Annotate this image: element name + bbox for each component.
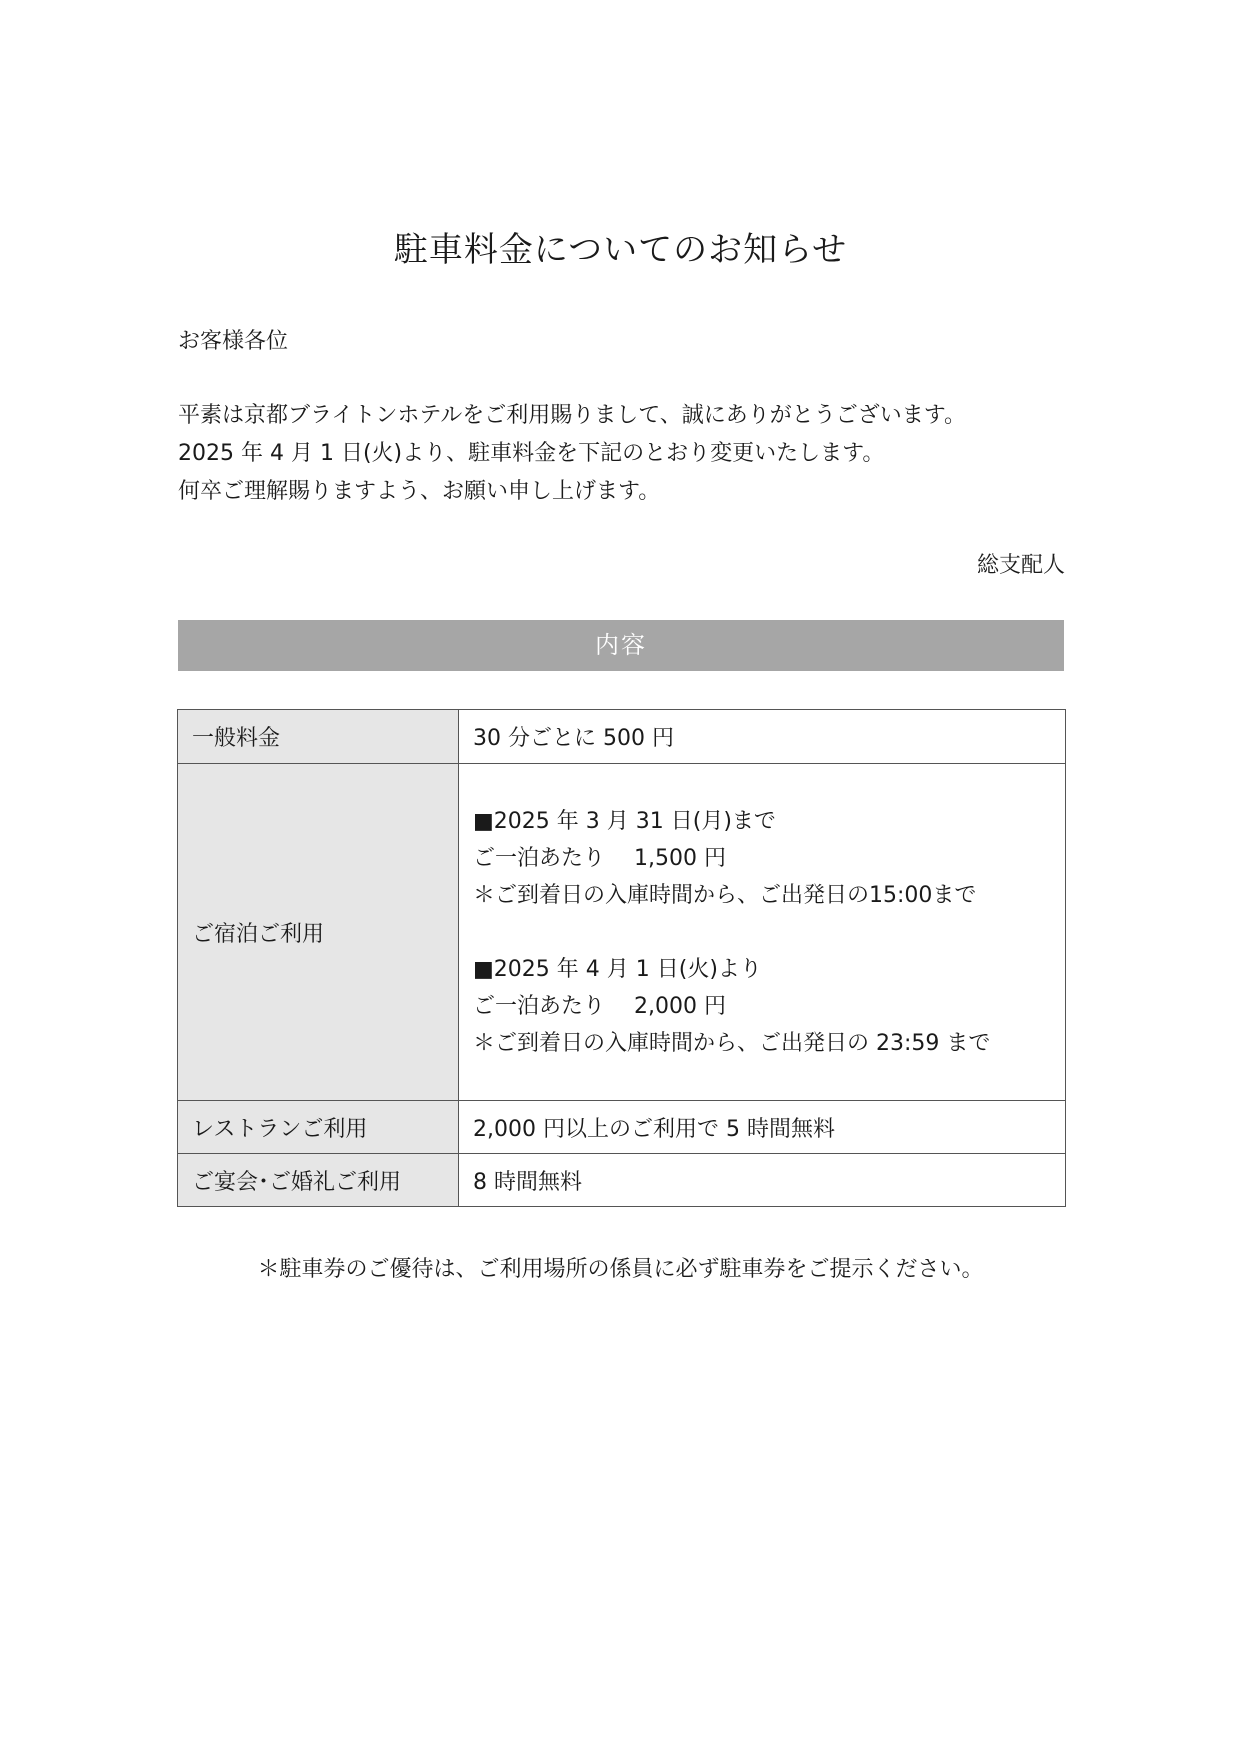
fee-label: ご宴会･ご婚礼ご利用 [178,1154,459,1207]
intro-line: 平素は京都ブライトンホテルをご利用賜りまして、誠にありがとうございます。 [178,403,967,428]
fee-table [177,709,1066,1207]
stay-period-before: ■2025 年 3 月 31 日(月)まで [473,808,776,834]
fee-value: 2,000 円以上のご利用で 5 時間無料 [459,1101,1066,1154]
stay-period-after: ■2025 年 4 月 1 日(火)より [473,956,762,982]
fee-label: 一般料金 [178,710,459,764]
stay-note-before: ＊ご到着日の入庫時間から、ご出発日の15:00まで [473,882,977,908]
stay-note-after: ＊ご到着日の入庫時間から、ご出発日の 23:59 まで [473,1030,991,1056]
footnote: ＊駐車券のご優待は、ご利用場所の係員に必ず駐車券をご提示ください。 [257,1257,984,1282]
fee-value: 30 分ごとに 500 円 [459,710,1066,764]
addressee: お客様各位 [178,329,289,354]
stay-price-before: ご一泊あたり 1,500 円 [473,845,726,871]
page-title: 駐車料金についてのお知らせ [393,230,848,270]
stay-price-after: ご一泊あたり 2,000 円 [473,993,726,1019]
fee-value: 8 時間無料 [459,1154,1066,1207]
table-row [178,1101,1066,1154]
table-row [178,764,1066,1101]
signature: 総支配人 [976,553,1065,578]
table-row [178,710,1066,764]
intro-line: 2025 年 4 月 1 日(火)より、駐車料金を下記のとおり変更いたします。 [178,441,885,466]
section-heading: 内容 [178,620,1064,671]
table-row [178,1154,1066,1207]
intro-paragraph [178,397,966,511]
intro-line: 何卒ご理解賜りますよう、お願い申し上げます。 [178,479,661,504]
fee-value-stay [459,764,1066,1101]
fee-label: レストランご利用 [178,1101,459,1154]
stay-details [473,803,1065,1062]
fee-label: ご宿泊ご利用 [178,764,459,1101]
